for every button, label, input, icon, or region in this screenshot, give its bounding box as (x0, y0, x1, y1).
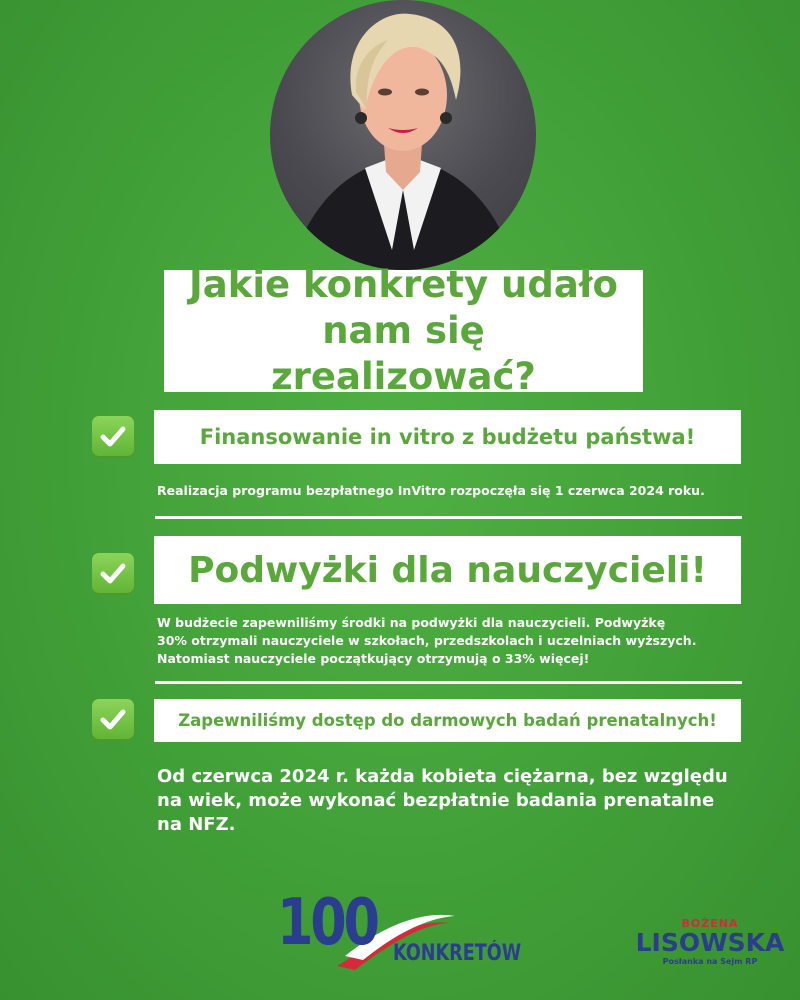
brand-block (630, 918, 790, 978)
brand-last-name: LISOWSKA (635, 928, 785, 957)
description-line: W budżecie zapewniliśmy środki na podwyżki dla nauczycieli. Podwyżkę (157, 615, 666, 630)
item-title-3: Zapewniliśmy dostęp do darmowych badań prenatalnych! (178, 711, 717, 730)
description-line: na wiek, może wykonać bezpłatnie badania prenatalne (157, 790, 715, 811)
check-mark-icon (92, 416, 134, 458)
portrait-photo (270, 0, 536, 270)
item-title-2: Podwyżki dla nauczycieli! (188, 549, 707, 591)
item-description-2 (157, 614, 696, 668)
check-mark-icon (92, 553, 134, 595)
description-line: Od czerwca 2024 r. każda kobieta ciężarna, bez względu (157, 766, 728, 787)
divider (155, 516, 742, 519)
brand-first-name: BOŻENA (681, 917, 739, 930)
item-title-box-2 (154, 536, 741, 604)
description-line: na NFZ. (157, 814, 236, 835)
logo-word: KONKRETÓW (393, 941, 522, 966)
item-title-1: Finansowanie in vitro z budżetu państwa! (199, 425, 696, 449)
description-line: 30% otrzymali nauczyciele w szkołach, przedszkolach i uczelniach wyższych. (157, 633, 697, 648)
item-title-box-3 (154, 699, 741, 742)
headline: Jakie konkrety udało nam się zrealizować? (189, 263, 618, 398)
item-description-1: Realizacja programu bezpłatnego InVitro rozpoczęła się 1 czerwca 2024 roku. (157, 483, 705, 498)
portrait-illustration (270, 0, 536, 270)
campaign-logo (275, 888, 530, 973)
check-mark-icon (92, 699, 134, 741)
headline-box (164, 263, 643, 398)
item-title-box-1 (154, 410, 741, 464)
description-line: Natomiast nauczyciele początkujący otrzymują o 33% więcej! (157, 651, 590, 666)
logo-number: 100 (277, 886, 377, 960)
divider (155, 681, 742, 684)
item-description-3 (157, 765, 728, 837)
brand-role: Posłanka na Sejm RP (662, 957, 758, 966)
